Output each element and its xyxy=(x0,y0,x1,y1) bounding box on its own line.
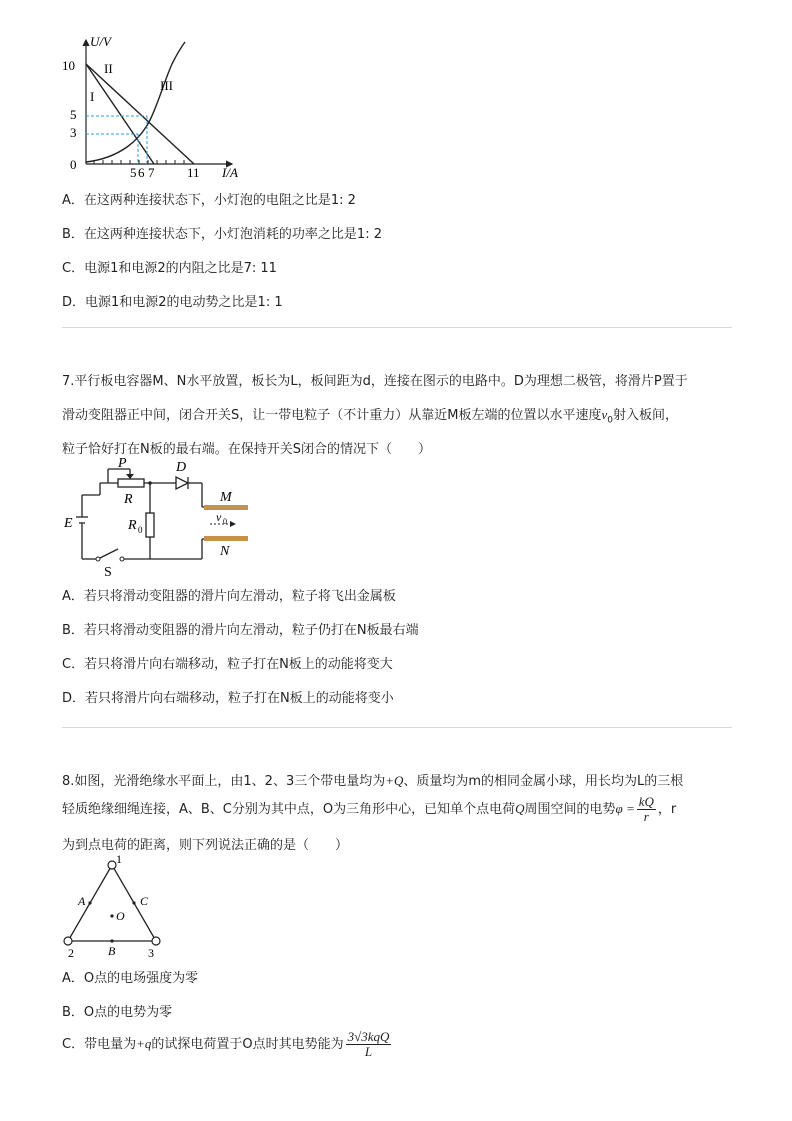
vertex-2: 2 xyxy=(68,946,74,960)
q7-option-b: B．若只将滑动变阻器的滑片向左滑动，粒子仍打在N板最右端 xyxy=(62,623,419,638)
label-R: R xyxy=(124,492,133,507)
x-tick-11: 11 xyxy=(187,165,200,180)
point-B: B xyxy=(108,944,116,958)
formula-denominator: r xyxy=(643,809,649,824)
label-R0: R xyxy=(128,518,137,533)
label-N: N xyxy=(220,544,230,559)
q8-option-b: B．O点的电势为零 xyxy=(62,1005,173,1020)
label-D: D xyxy=(176,460,187,475)
y-tick-3: 3 xyxy=(70,125,77,140)
q7-option-a: A．若只将滑动变阻器的滑片向左滑动，粒子将飞出金属板 xyxy=(62,589,396,604)
v0-symbol: v xyxy=(601,407,608,422)
label-R0-sub: 0 xyxy=(138,525,143,535)
phi-symbol: φ = xyxy=(615,801,635,816)
q6-option-b: B．在这两种连接状态下，小灯泡消耗的功率之比是1: 2 xyxy=(62,227,382,242)
potential-formula xyxy=(637,795,656,824)
Q-symbol: Q xyxy=(515,801,525,816)
q7-stem-line2-end: 射入板间， xyxy=(613,408,679,423)
y-tick-10: 10 xyxy=(62,58,75,73)
q7-stem-line3: 粒子恰好打在N板的最右端。在保持开关S闭合的情况下（ ） xyxy=(62,442,431,457)
charge-symbol: +Q xyxy=(385,773,404,788)
energy-denominator: L xyxy=(364,1044,373,1059)
label-I: I xyxy=(90,89,95,104)
label-II: II xyxy=(104,61,113,76)
test-charge-symbol: +q xyxy=(136,1036,152,1051)
q7-option-d: D．若只将滑片向右端移动，粒子打在N板上的动能将变小 xyxy=(62,691,394,706)
point-A: A xyxy=(78,894,86,908)
q6-option-a: A．在这两种连接状态下，小灯泡的电阻之比是1: 2 xyxy=(62,193,356,208)
q8-option-a: A．O点的电场强度为零 xyxy=(62,971,199,986)
energy-numerator: 3√3kqQ xyxy=(347,1029,390,1044)
q7-stem-line2-text: 滑动变阻器正中间，闭合开关S，让一带电粒子（不计重力）从靠近M板左端的位置以水平速度 xyxy=(62,408,602,423)
curve-II xyxy=(86,64,194,164)
label-P: P xyxy=(118,456,127,471)
x-tick-7: 7 xyxy=(148,165,155,180)
label-E: E xyxy=(64,516,73,531)
x-axis-label: I/A xyxy=(222,165,238,180)
q7-option-c: C．若只将滑片向右端移动，粒子打在N板上的动能将变大 xyxy=(62,657,393,672)
curve-I xyxy=(86,64,154,164)
q6-option-c: C．电源1和电源2的内阻之比是7: 11 xyxy=(62,261,277,276)
y-tick-0: 0 xyxy=(70,157,77,172)
q8-stem-line1-b: 、质量均为m的相同金属小球，用长均为L的三根 xyxy=(403,774,684,789)
ui-graph xyxy=(60,30,250,185)
x-tick-5: 5 xyxy=(130,165,137,180)
label-III: III xyxy=(160,78,173,93)
label-S: S xyxy=(104,565,112,580)
point-O: O xyxy=(116,909,125,923)
label-v0: v xyxy=(216,510,222,524)
divider xyxy=(62,327,732,328)
q8-stem-line2-a: 轻质绝缘细绳连接，A、B、C分别为其中点，O为三角形中心，已知单个点电荷 xyxy=(62,802,516,817)
label-v0-sub: 0 xyxy=(223,517,227,526)
q8-stem-line2-b: 周围空间的电势 xyxy=(524,802,616,817)
plate-M xyxy=(204,505,248,510)
label-M: M xyxy=(220,490,232,505)
energy-formula xyxy=(346,1030,392,1059)
q8-option-c-b: 的试探电荷置于O点时其电势能为 xyxy=(151,1037,344,1052)
divider xyxy=(62,727,732,728)
q8-stem-line2-c: ，r xyxy=(657,802,677,817)
x-tick-6: 6 xyxy=(138,165,145,180)
q8-option-c-a: C．带电量为 xyxy=(62,1037,137,1052)
q7-stem-line2 xyxy=(62,404,678,426)
curve-III xyxy=(86,42,185,162)
point-C: C xyxy=(140,894,149,908)
formula-numerator: kQ xyxy=(638,794,654,809)
circuit-diagram xyxy=(60,455,260,580)
q6-option-d: D．电源1和电源2的电动势之比是1: 1 xyxy=(62,295,283,310)
vertex-3: 3 xyxy=(148,946,154,960)
q8-option-c xyxy=(62,1030,393,1059)
y-axis-label: U/V xyxy=(90,34,111,49)
v0-subscript: 0 xyxy=(607,415,613,426)
q7-stem-line1: 7.平行板电容器M、N水平放置，板长为L，板间距为d，连接在图示的电路中。D为理想二极管，将滑片P置于 xyxy=(62,374,688,389)
q8-stem-line2 xyxy=(62,795,676,824)
triangle-diagram xyxy=(58,855,168,965)
vertex-1: 1 xyxy=(116,855,122,866)
y-tick-5: 5 xyxy=(70,107,77,122)
plate-N xyxy=(204,536,248,541)
q8-stem-line1-a: 8.如图，光滑绝缘水平面上，由1、2、3三个带电量均为 xyxy=(62,774,386,789)
q8-stem-line3: 为到点电荷的距离，则下列说法正确的是（ ） xyxy=(62,838,349,853)
q8-stem-line1 xyxy=(62,770,683,789)
